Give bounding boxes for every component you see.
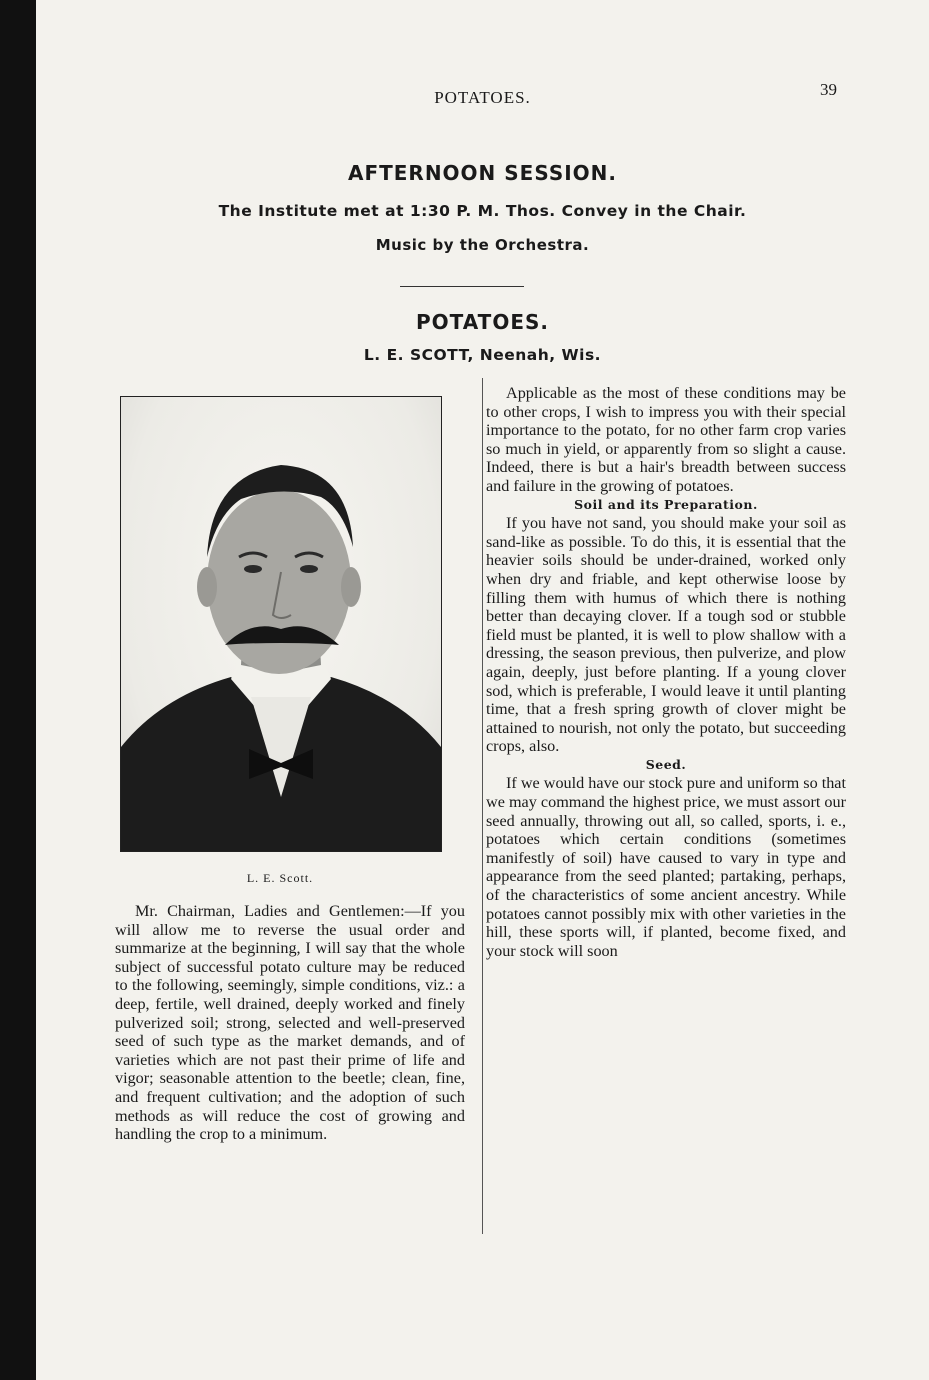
right-column: [486, 384, 846, 960]
portrait-photo: [120, 396, 442, 852]
scan-edge: [0, 0, 36, 1380]
seed-paragraph: If we would have our stock pure and uniform so that we may command the highest price, we must assort our seed annually, throwing out all, so called, sports, i. e., potatoes which certain conditions (sometimes manifestly of soil) have caused to vary in type and appearance from the seed planted; partaking, perhaps, of the characteristics of some ancient ancestry. While potatoes cannot possibly mix with other varieties in the hill, these sports will, if planted, become fixed, and your stock will soon: [486, 774, 846, 960]
intro-paragraph: Applicable as the most of these conditions may be to other crops, I wish to impress you with their special importance to the potato, for no other farm crop varies so much in yield, or apparently from so slight a cause. Indeed, there is but a hair's breadth between success and failure in the growing of potatoes.: [486, 384, 846, 495]
session-title: AFTERNOON SESSION.: [347, 161, 618, 185]
running-head: POTATOES.: [434, 88, 531, 107]
portrait-caption: L. E. Scott.: [246, 871, 314, 885]
page-number: 39: [820, 80, 837, 99]
soil-heading: Soil and its Preparation.: [574, 496, 758, 512]
book-page: [36, 0, 929, 1380]
column-divider: [482, 378, 483, 1234]
meeting-line: The Institute met at 1:30 P. M. Thos. Convey in the Chair.: [218, 202, 747, 220]
portrait-illustration: [121, 397, 441, 851]
author-line: L. E. SCOTT, Neenah, Wis.: [363, 346, 602, 364]
section-rule: [400, 286, 524, 287]
music-line: Music by the Orchestra.: [375, 236, 590, 254]
article-title: POTATOES.: [416, 310, 549, 334]
left-column: [115, 902, 465, 1144]
soil-paragraph: If you have not sand, you should make your soil as sand-like as possible. To do this, it is essential that the heavier soils should be under-drained, worked only when dry and friable, and kept otherwise loose by filling them with humus of which there is nothing better than decaying clover. If a tough sod or stubble field must be planted, it is well to plow shallow with a dressing, the season previous, then pulverize, and plow again, deeply, just before planting. If a young clover sod, which is preferable, I would leave it until planting time, that a fresh spring growth of clover might be attained to nourish, not only the potato, but succeeding crops, also.: [486, 514, 846, 756]
seed-heading: Seed.: [645, 756, 687, 772]
opening-paragraph: Mr. Chairman, Ladies and Gentlemen:—If you will allow me to reverse the usual order and summarize at the beginning, I will say that the whole subject of successful potato culture may be reduced to the following, seemingly, simple conditions, viz.: a deep, fertile, well drained, deeply worked and finely pulverized soil; strong, selected and well-preserved seed of such type as the market demands, and of varieties which are not past their prime of life and vigor; seasonable attention to the beetle; clean, fine, and frequent cultivation; and the adoption of such methods as will reduce the cost of growing and handling the crop to a minimum.: [115, 902, 465, 1144]
